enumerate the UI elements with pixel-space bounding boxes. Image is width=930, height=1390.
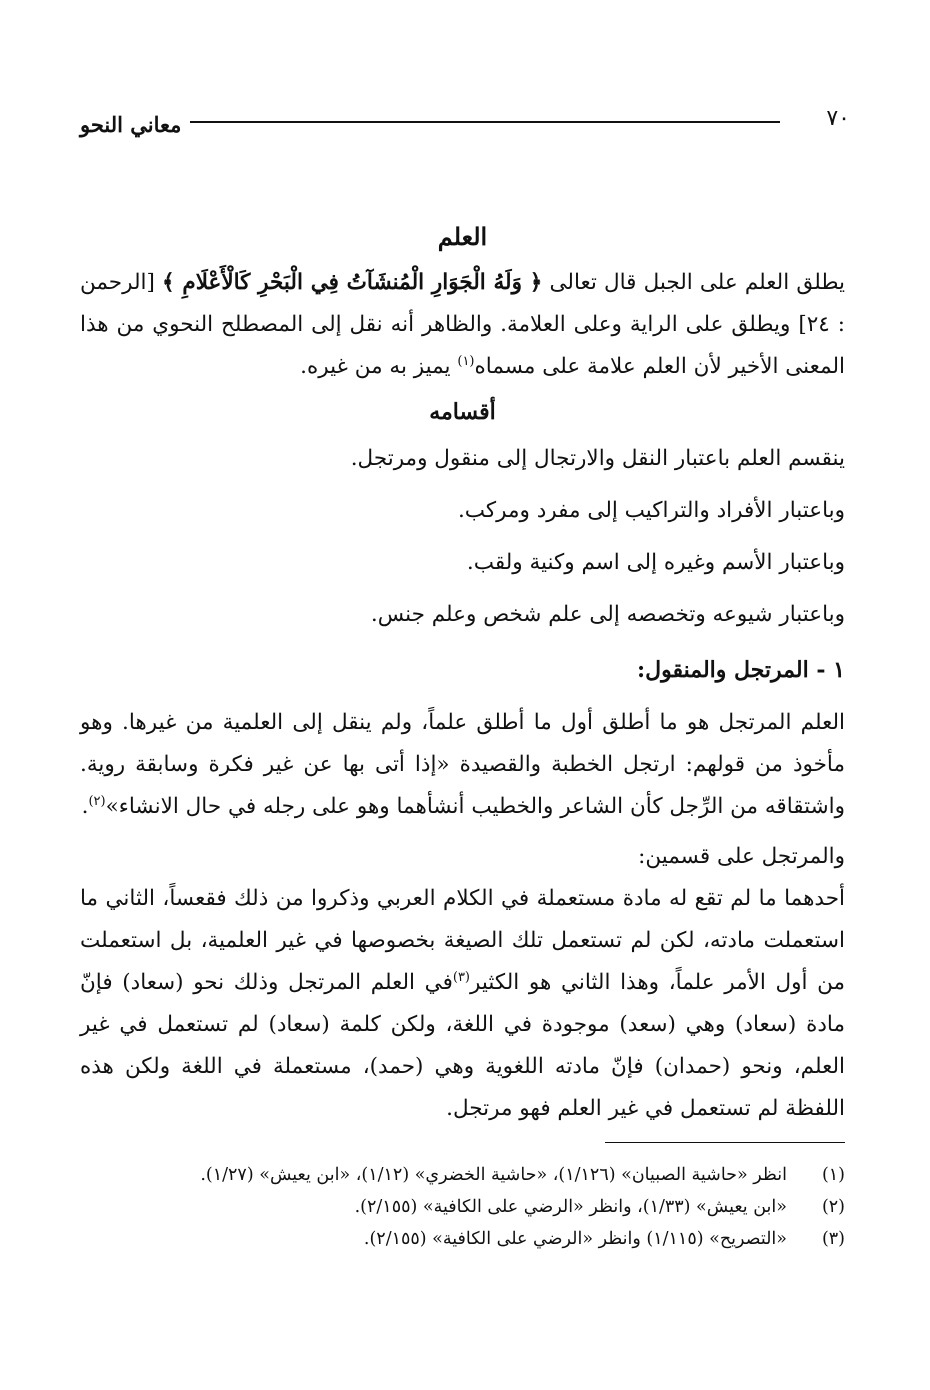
- footnote-item: [80, 1191, 845, 1223]
- definition-paragraph: [80, 702, 845, 828]
- quran-verse: ﴿ وَلَهُ الْجَوَارِ الْمُنشَآتُ فِي الْبَحْرِ كَالْأَعْلَامِ ﴾: [162, 270, 543, 295]
- intro-paragraph: [80, 262, 845, 388]
- footnote-ref-2[interactable]: (٢): [88, 793, 106, 809]
- footnote-number: (٣): [821, 1229, 845, 1249]
- footnote-number: (٢): [821, 1197, 845, 1217]
- chapter-title: العلم: [437, 222, 488, 251]
- division-item: وباعتبار الأسم وغيره إلى اسم وكنية ولقب.: [466, 550, 845, 575]
- divisions-list: [80, 438, 845, 636]
- definition-end: .: [81, 794, 89, 819]
- footnote-item: [80, 1223, 845, 1255]
- footnote-text: «ابن يعيش» (١/٣٣)، وانظر «الرضي على الكافية» (٢/١٥٥).: [354, 1197, 787, 1217]
- division-item: ينقسم العلم باعتبار النقل والارتجال إلى منقول ومرتجل.: [350, 446, 845, 471]
- header-rule: [190, 121, 780, 123]
- intro-text-rest: ويطلق على الراية وعلى العلامة. والظاهر أنه نقل إلى المصطلح النحوي من هذا المعنى الأخير لأن العلم علامة على مسماه: [80, 312, 845, 379]
- footnote-text: «التصريح» (١/١١٥) وانظر «الرضي على الكافية» (٢/١٥٥).: [363, 1229, 787, 1249]
- spacer: [80, 828, 845, 836]
- types-text-start: أحدهما ما لم تقع له مادة مستعملة في الكلام العربي وذكروا من ذلك فقعساً، الثاني ما استعملت مادته، لكن لم تستعمل تلك الصيغة بخصوصها في غير العلمية، بل استعملت من أول الأمر علماً، وهذا الثاني هو الكثير: [80, 886, 845, 995]
- footnotes: [80, 1142, 845, 1255]
- intro-text-start: يطلق العلم على الجبل قال تعالى: [542, 270, 845, 295]
- verse-citation: [الرحمن : ٢٤]: [80, 270, 846, 337]
- subheading: ١ - المرتجل والمنقول:: [637, 657, 845, 683]
- footnote-rule: [605, 1142, 845, 1143]
- page-body: [80, 212, 845, 1130]
- footnote-number: (١): [821, 1165, 845, 1185]
- footnote-ref-1[interactable]: (١): [457, 353, 475, 369]
- footnote-text: انظر «حاشية الصبيان» (١/١٢٦)، «حاشية الخضري» (١/١٢)، «ابن يعيش» (١/٢٧).: [200, 1165, 787, 1185]
- types-text-end: في العلم المرتجل وذلك نحو (سعاد) فإنّ مادة (سعاد) وهي (سعد) موجودة في اللغة، ولكن كلمة (سعاد) لم تستعمل في غير العلم، ونحو (حمدان) فإنّ مادته اللغوية وهي (حمد)، مستعملة في اللغة ولكن هذه اللفظة لم تستعمل في غير العلم فهو مرتجل.: [80, 970, 845, 1121]
- division-item: وباعتبار الأفراد والتراكيب إلى مفرد ومركب.: [457, 498, 845, 523]
- running-title: معاني النحو: [80, 112, 182, 137]
- intro-text-end: يميز به من غيره.: [300, 354, 458, 379]
- page-header: [80, 100, 850, 140]
- section-heading: أقسامه: [429, 399, 496, 425]
- footnote-ref-3[interactable]: (٣): [452, 969, 470, 985]
- spacer: [80, 694, 845, 702]
- footnote-item: [80, 1159, 845, 1191]
- page-number: ٧٠: [826, 106, 850, 131]
- types-paragraph: [80, 878, 845, 1130]
- definition-text: العلم المرتجل هو ما أطلق أول ما أطلق علماً، ولم ينقل إلى العلمية من غيرها. وهو مأخوذ من قولهم: ارتجل الخطبة والقصيدة «إذا أتى بها عن غير فكرة وسابقة روية. واشتقاقه من الرِّجل كأن الشاعر والخطيب أنشأهما وهو على رجله في حال الانشاء»: [80, 710, 845, 819]
- types-intro: والمرتجل على قسمين:: [638, 844, 845, 869]
- division-item: وباعتبار شيوعه وتخصصه إلى علم شخص وعلم جنس.: [370, 602, 845, 627]
